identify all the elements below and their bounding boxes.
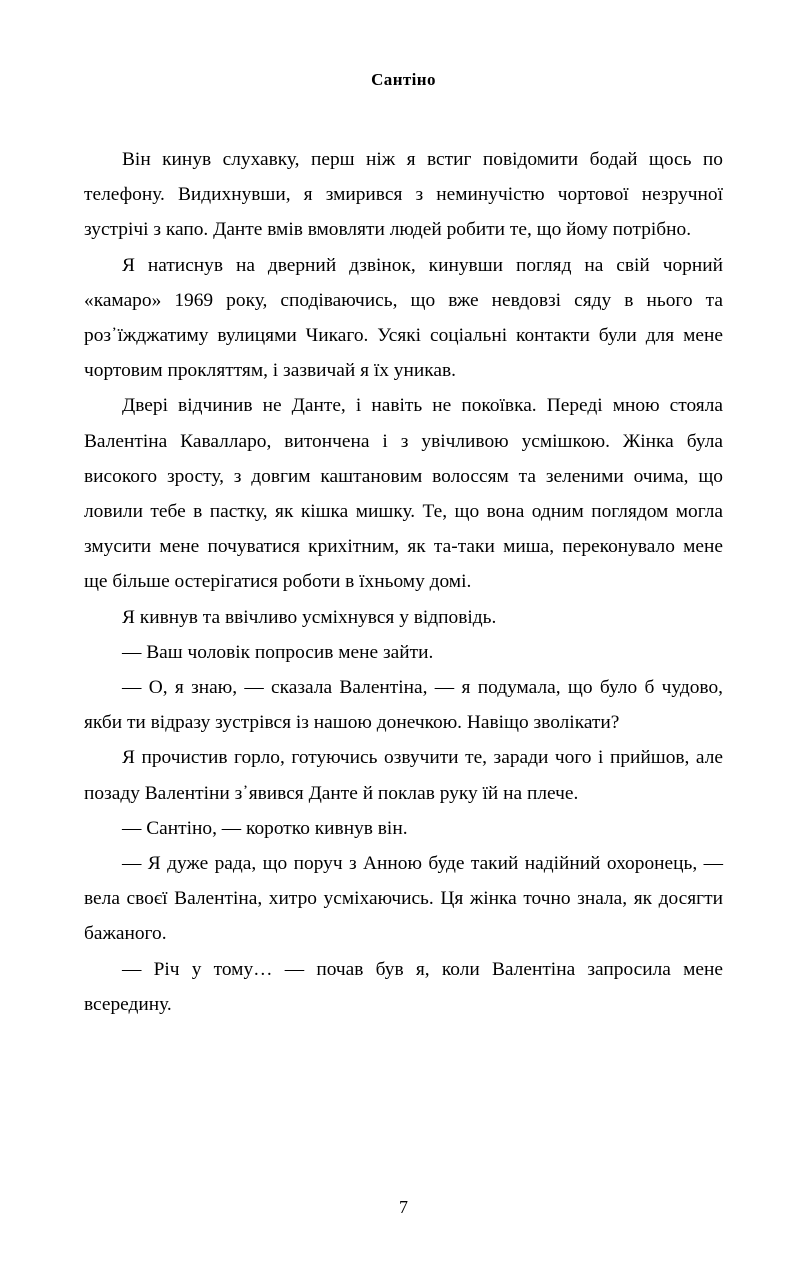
paragraph: Я кивнув та ввічливо усміхнувся у відповідь. bbox=[122, 606, 497, 628]
body-text bbox=[84, 142, 723, 1022]
paragraph: Двері відчинив не Данте, і навіть не покоївка. Переді мною стояла Валентіна Каваллaро, витончена і з увічливою усмішкою. Жінка була високого зросту, з довгим каштановим волоссям та зеленими очима, що ловили тебе в пастку, як кішка мишку. Те, що вона одним поглядом могла змусити мене почуватися крихітним, як та-таки миша, переконувало мене ще більше остерігатися роботи в їхньому домі. bbox=[84, 395, 723, 593]
paragraph: Я прочистив горло, готуючись озвучити те, заради чого і прийшов, але позаду Валентіни з᾽явився Данте й поклав руку їй на плече. bbox=[84, 747, 723, 804]
paragraph-dialogue: — Сантіно, — коротко кивнув він. bbox=[122, 817, 408, 839]
running-head: Сантіно bbox=[371, 70, 436, 89]
paragraph-dialogue: — Ваш чоловік попросив мене зайти. bbox=[122, 641, 434, 663]
paragraph-dialogue: — О, я знаю, — сказала Валентіна, — я подумала, що було б чудово, якби ти відразу зустрівся із нашою донечкою. Навіщо зволікати? bbox=[84, 677, 723, 734]
page-number: 7 bbox=[399, 1197, 408, 1217]
paragraph: Він кинув слухавку, перш ніж я встиг повідомити бодай щось по телефону. Видихнувши, я змирився з неминучістю чортової незручної зустрічі з капо. Данте вмів вмовляти людей робити те, що йому потрібно. bbox=[84, 149, 723, 241]
paragraph-dialogue: — Річ у тому… — почав був я, коли Валентіна запросила мене всередину. bbox=[84, 958, 723, 1015]
paragraph: Я натиснув на дверний дзвінок, кинувши погляд на свій чорний «камаро» 1969 року, сподіваючись, що вже невдовзі сяду в нього та роз᾽їжджатиму вулицями Чикаго. Усякі соціальні контакти були для мене чортовим прокляттям, і зазвичай я їх уникав. bbox=[84, 254, 723, 382]
paragraph-dialogue: — Я дуже рада, що поруч з Анною буде такий надійний охоронець, — вела своєї Валентіна, хитро усміхаючись. Ця жінка точно знала, як досягти бажаного. bbox=[84, 853, 723, 945]
